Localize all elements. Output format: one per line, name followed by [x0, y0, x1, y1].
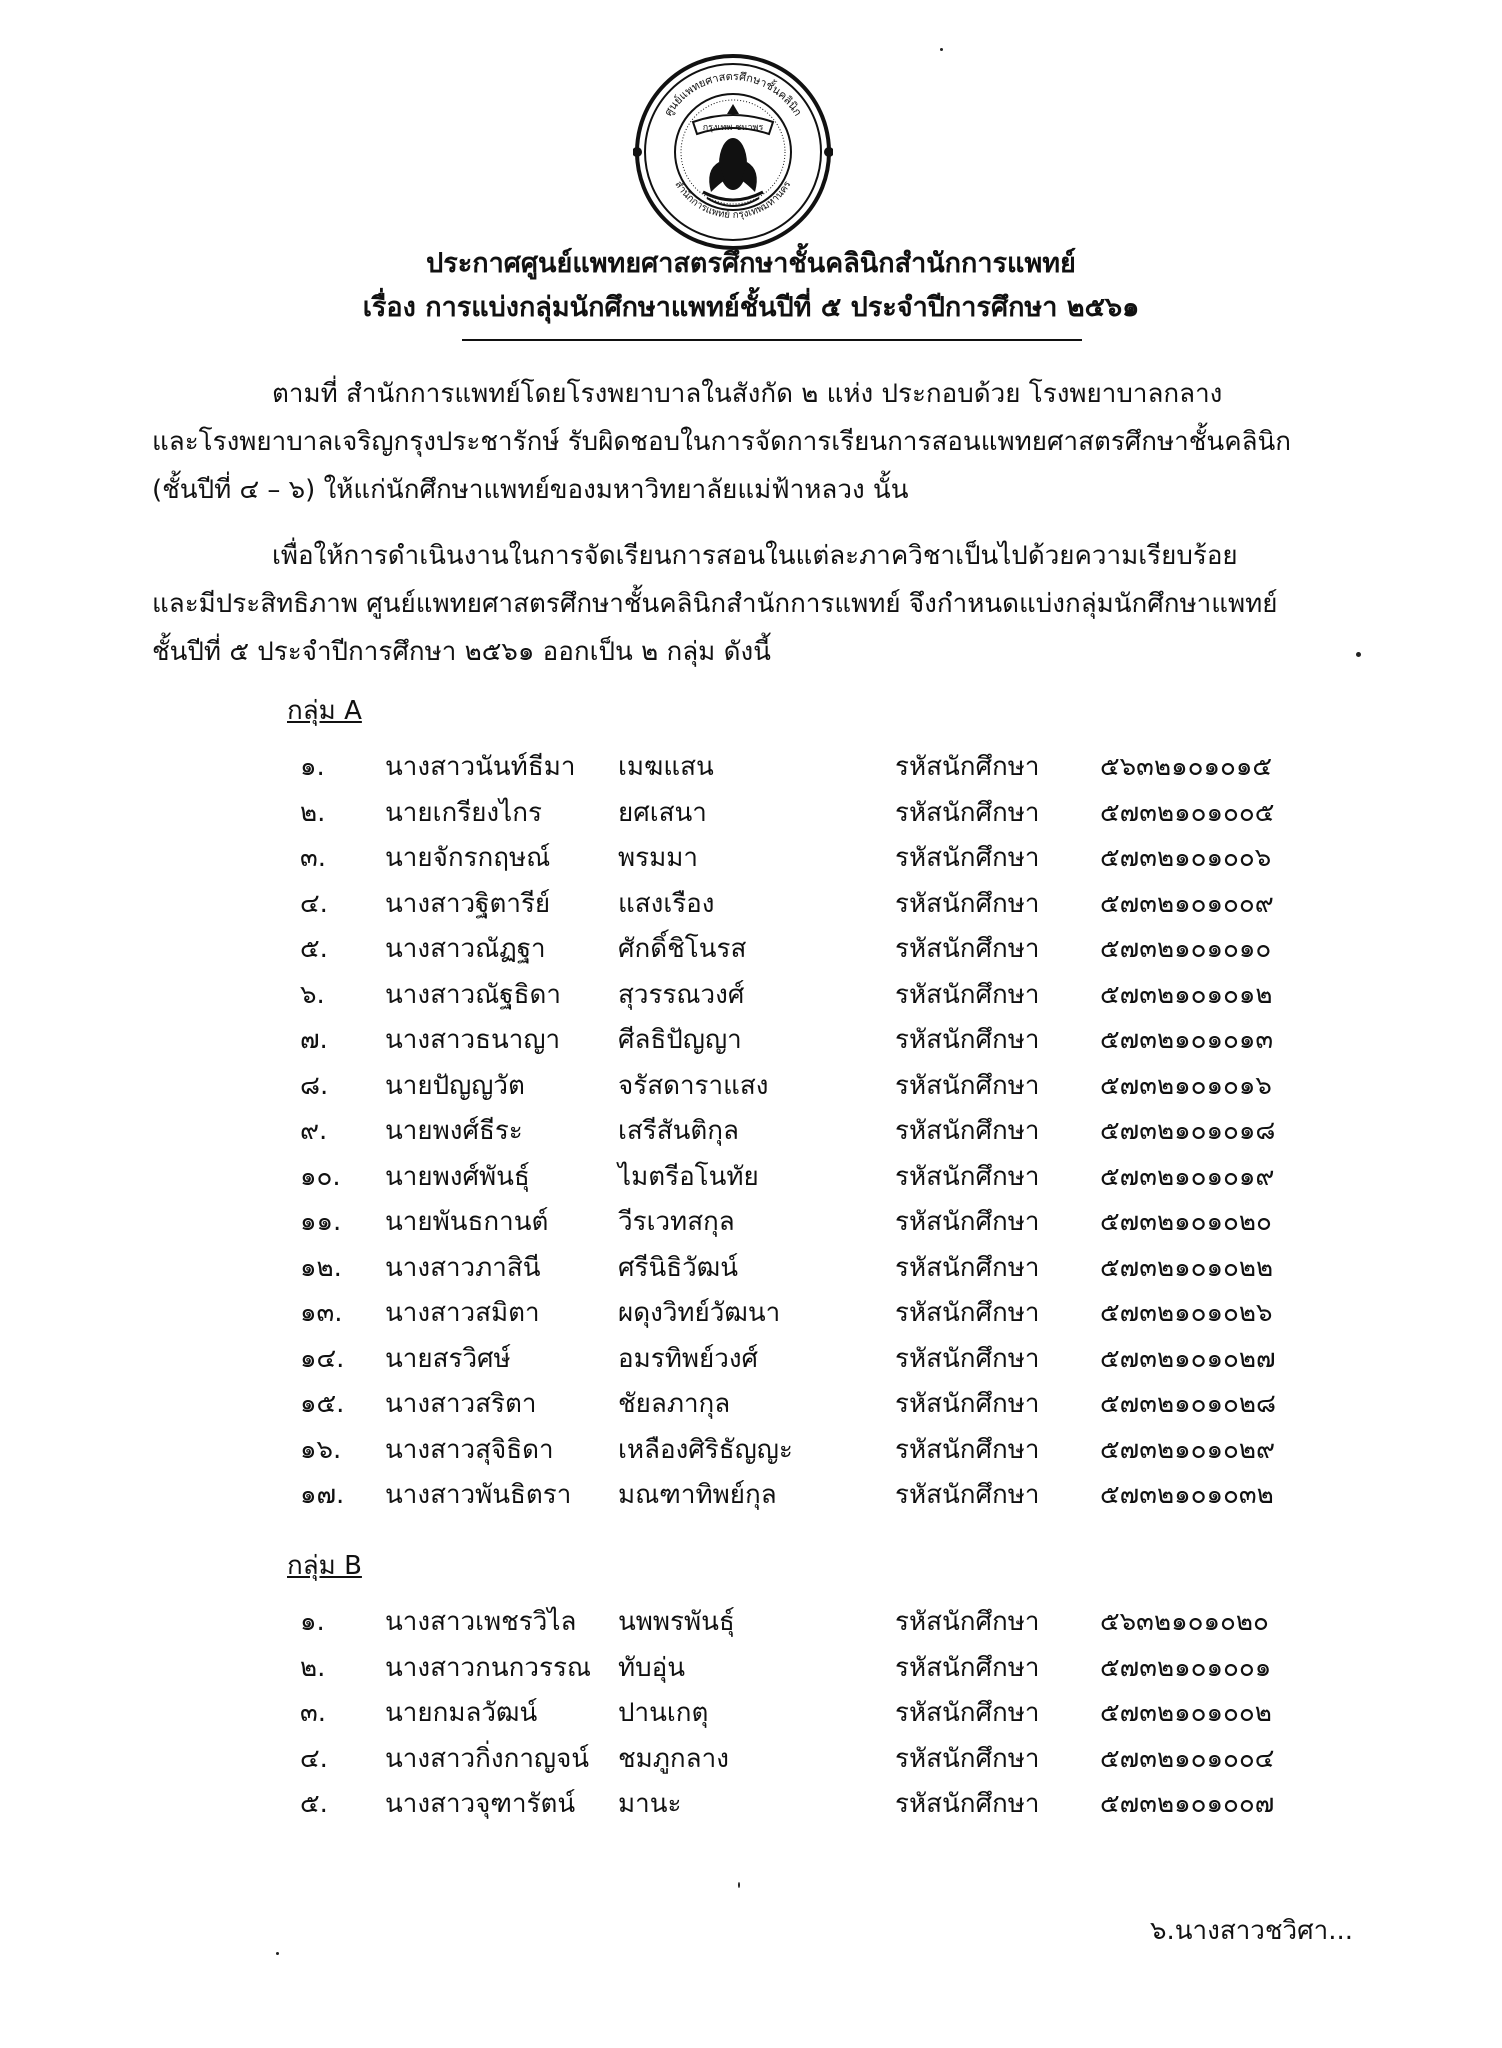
scan-speck: [738, 1882, 740, 1888]
seal-bottom-text: สำนักการแพทย์ กรุงเทพมหานคร: [672, 179, 794, 221]
student-id-label: รหัสนักศึกษา: [895, 1025, 1040, 1055]
student-surname: สุวรรณวงศ์: [618, 979, 745, 1010]
student-id: ๕๗๓๒๑๐๑๐๑๓: [1100, 1025, 1274, 1055]
student-surname: พรมมา: [618, 843, 698, 873]
student-id-label: รหัสนักศึกษา: [895, 797, 1040, 828]
student-id: ๕๗๓๒๑๐๑๐๒๙: [1100, 1434, 1276, 1465]
paragraph-line: เพื่อให้การดำเนินงานในการจัดเรียนการสอนในแต่ละภาควิชาเป็นไปด้วยความเรียบร้อย: [272, 541, 1238, 571]
student-id-label: รหัสนักศึกษา: [895, 1434, 1040, 1465]
student-id: ๕๖๓๒๑๐๑๐๒๐: [1100, 1607, 1269, 1637]
student-id: ๕๗๓๒๑๐๑๐๑๒: [1100, 979, 1273, 1010]
student-number: ๑๖.: [300, 1434, 342, 1465]
student-given-name: นางสาวสุจิธิดา: [385, 1434, 554, 1465]
student-number: ๕.: [300, 934, 328, 964]
student-surname: มานะ: [618, 1789, 682, 1819]
student-surname: แสงเรือง: [618, 888, 715, 919]
scan-speck: [1356, 652, 1361, 657]
student-row: [300, 1200, 1360, 1246]
group-b-roster: [300, 1600, 1360, 1828]
student-id-label: รหัสนักศึกษา: [895, 1298, 1040, 1328]
intro-paragraph: [152, 370, 1354, 514]
student-id: ๕๗๓๒๑๐๑๐๑๘: [1100, 1116, 1276, 1146]
student-number: ๔.: [300, 1743, 328, 1774]
student-number: ๑.: [300, 752, 325, 782]
student-id: ๕๗๓๒๑๐๑๐๒๖: [1100, 1298, 1273, 1328]
student-id-label: รหัสนักศึกษา: [895, 1070, 1040, 1101]
institution-seal: [633, 52, 833, 252]
student-id: ๕๗๓๒๑๐๑๐๐๖: [1100, 843, 1272, 873]
student-surname: ชัยลภากุล: [618, 1389, 731, 1419]
announcement-title: [0, 242, 1502, 330]
student-number: ๓.: [300, 1698, 327, 1728]
student-row: [300, 1782, 1360, 1828]
student-id-label: รหัสนักศึกษา: [895, 1652, 1040, 1683]
student-number: ๖.: [300, 979, 325, 1010]
student-id: ๕๗๓๒๑๐๑๐๐๒: [1100, 1698, 1272, 1728]
student-given-name: นางสาวภาสินี: [385, 1252, 541, 1283]
paragraph-line: (ชั้นปีที่ ๔ – ๖) ให้แก่นักศึกษาแพทย์ของมหาวิทยาลัยแม่ฟ้าหลวง นั้น: [152, 475, 909, 505]
student-row: [300, 1473, 1360, 1519]
title-line-2: เรื่อง การแบ่งกลุ่มนักศึกษาแพทย์ชั้นปีที่ ๕ ประจำปีการศึกษา ๒๕๖๑: [362, 292, 1140, 323]
student-id-label: รหัสนักศึกษา: [895, 888, 1040, 919]
student-row: [300, 1155, 1360, 1201]
student-row: [300, 882, 1360, 928]
student-surname: ศักดิ์ชิโนรส: [618, 934, 747, 964]
student-surname: อมรทิพย์วงศ์: [618, 1343, 759, 1374]
student-given-name: นายเกรียงไกร: [385, 797, 542, 828]
student-id: ๕๗๓๒๑๐๑๐๑๙: [1100, 1161, 1275, 1192]
student-row: [300, 1428, 1360, 1474]
student-surname: ชมภูกลาง: [618, 1743, 729, 1774]
student-number: ๘.: [300, 1070, 329, 1101]
student-number: ๕.: [300, 1789, 328, 1819]
student-given-name: นายจักรกฤษณ์: [385, 843, 551, 873]
student-row: [300, 1600, 1360, 1646]
seal-top-text: ศูนย์แพทยศาสตรศึกษาชั้นคลินิก: [661, 69, 805, 119]
seal-banner-text: กรุงเทพ ชนาพร: [702, 123, 764, 133]
student-row: [300, 1382, 1360, 1428]
student-given-name: นางสาวจุฑารัตน์: [385, 1789, 576, 1819]
student-id-label: รหัสนักศึกษา: [895, 1343, 1040, 1374]
student-number: ๓.: [300, 843, 327, 873]
student-surname: นพพรพันธุ์: [618, 1607, 735, 1637]
student-id-label: รหัสนักศึกษา: [895, 979, 1040, 1010]
group-a-roster: [300, 745, 1360, 1519]
student-id: ๕๗๓๒๑๐๑๐๐๕: [1100, 797, 1275, 828]
student-surname: เสรีสันติกุล: [618, 1116, 739, 1146]
student-given-name: นางสาวสมิตา: [385, 1298, 540, 1328]
student-number: ๑๓.: [300, 1298, 343, 1328]
student-id-label: รหัสนักศึกษา: [895, 1207, 1040, 1237]
student-id-label: รหัสนักศึกษา: [895, 1161, 1040, 1192]
student-id-label: รหัสนักศึกษา: [895, 1480, 1040, 1510]
student-id: ๕๗๓๒๑๐๑๐๓๒: [1100, 1480, 1274, 1510]
student-id-label: รหัสนักศึกษา: [895, 1116, 1040, 1146]
student-row: [300, 791, 1360, 837]
student-number: ๑.: [300, 1607, 325, 1637]
student-number: ๑๒.: [300, 1252, 342, 1283]
paragraph-line: ชั้นปีที่ ๕ ประจำปีการศึกษา ๒๕๖๑ ออกเป็น ๒ กลุ่ม ดังนี้: [152, 637, 771, 667]
title-divider: [462, 339, 1082, 341]
student-row: [300, 1064, 1360, 1110]
student-surname: ทับอุ่น: [618, 1652, 686, 1683]
student-row: [300, 1109, 1360, 1155]
student-row: [300, 1691, 1360, 1737]
student-given-name: นายกมลวัฒน์: [385, 1698, 538, 1728]
scan-speck: [276, 1952, 279, 1955]
student-id-label: รหัสนักศึกษา: [895, 752, 1040, 782]
student-row: [300, 1291, 1360, 1337]
student-id: ๕๗๓๒๑๐๑๐๒๗: [1100, 1343, 1276, 1374]
student-given-name: นางสาวธนาญา: [385, 1025, 561, 1055]
student-given-name: นางสาวเพชรวิไล: [385, 1607, 577, 1637]
continuation-note: ๖.นางสาวชวิศา...: [1150, 1916, 1354, 1946]
student-id: ๕๗๓๒๑๐๑๐๐๗: [1100, 1789, 1275, 1819]
paragraph-line: ตามที่ สำนักการแพทย์โดยโรงพยาบาลในสังกัด ๒ แห่ง ประกอบด้วย โรงพยาบาลกลาง: [272, 379, 1223, 409]
student-surname: มณฑาทิพย์กุล: [618, 1480, 777, 1510]
student-id: ๕๗๓๒๑๐๑๐๒๐: [1100, 1207, 1272, 1237]
student-id: ๕๗๓๒๑๐๑๐๐๑: [1100, 1652, 1272, 1683]
student-number: ๑๕.: [300, 1389, 345, 1419]
scan-speck: [940, 48, 943, 51]
student-surname: เมฆแสน: [618, 752, 714, 782]
student-id: ๕๖๓๒๑๐๑๐๑๕: [1100, 752, 1273, 782]
student-given-name: นายปัญญวัต: [385, 1070, 525, 1101]
student-given-name: นางสาวพันธิตรา: [385, 1480, 572, 1510]
student-number: ๑๔.: [300, 1343, 345, 1374]
student-id: ๕๗๓๒๑๐๑๐๒๒: [1100, 1252, 1274, 1283]
student-surname: ไมตรีอโนทัย: [618, 1161, 759, 1192]
student-given-name: นายพงศ์ธีระ: [385, 1116, 523, 1146]
student-given-name: นายพงศ์พันธุ์: [385, 1161, 530, 1192]
student-id-label: รหัสนักศึกษา: [895, 843, 1040, 873]
student-id: ๕๗๓๒๑๐๑๐๒๘: [1100, 1389, 1277, 1419]
purpose-paragraph: [152, 532, 1354, 676]
paragraph-line: และมีประสิทธิภาพ ศูนย์แพทยศาสตรศึกษาชั้นคลินิกสำนักการแพทย์ จึงกำหนดแบ่งกลุ่มนักศึกษาแพทย์: [152, 589, 1278, 619]
student-id: ๕๗๓๒๑๐๑๐๑๖: [1100, 1070, 1272, 1101]
student-id-label: รหัสนักศึกษา: [895, 934, 1040, 964]
student-row: [300, 1646, 1360, 1692]
student-id-label: รหัสนักศึกษา: [895, 1743, 1040, 1774]
student-number: ๑๐.: [300, 1161, 341, 1192]
student-given-name: นางสาวกิ่งกาญจน์: [385, 1743, 590, 1774]
title-line-1: ประกาศศูนย์แพทยศาสตรศึกษาชั้นคลินิกสำนักการแพทย์: [426, 248, 1076, 279]
student-given-name: นายพันธกานต์: [385, 1207, 549, 1237]
student-id-label: รหัสนักศึกษา: [895, 1607, 1040, 1637]
student-id-label: รหัสนักศึกษา: [895, 1789, 1040, 1819]
student-row: [300, 1246, 1360, 1292]
student-id-label: รหัสนักศึกษา: [895, 1389, 1040, 1419]
student-id: ๕๗๓๒๑๐๑๐๑๐: [1100, 934, 1272, 964]
student-given-name: นางสาวนันท์ธีมา: [385, 752, 576, 782]
student-surname: ศีลธิปัญญา: [618, 1025, 742, 1055]
student-surname: จรัสดาราแสง: [618, 1070, 769, 1101]
student-id: ๕๗๓๒๑๐๑๐๐๙: [1100, 888, 1274, 919]
student-id: ๕๗๓๒๑๐๑๐๐๔: [1100, 1743, 1275, 1774]
paragraph-line: และโรงพยาบาลเจริญกรุงประชารักษ์ รับผิดชอบในการจัดการเรียนการสอนแพทยศาสตรศึกษาชั้นคลินิก: [152, 427, 1292, 457]
student-surname: ปานเกตุ: [618, 1698, 709, 1728]
student-number: ๗.: [300, 1025, 328, 1055]
student-row: [300, 1737, 1360, 1783]
group-a-heading: กลุ่ม A: [287, 696, 362, 726]
student-number: ๙.: [300, 1116, 328, 1146]
student-row: [300, 1337, 1360, 1383]
student-number: ๔.: [300, 888, 328, 919]
student-number: ๒.: [300, 797, 326, 828]
student-surname: เหลืองศิริธัญญะ: [618, 1434, 793, 1465]
student-number: ๑๑.: [300, 1207, 342, 1237]
student-surname: วีรเวทสกุล: [618, 1207, 735, 1237]
student-given-name: นางสาวสริตา: [385, 1389, 537, 1419]
student-number: ๒.: [300, 1652, 326, 1683]
student-row: [300, 1018, 1360, 1064]
student-given-name: นางสาวฐิตารีย์: [385, 888, 551, 919]
student-id-label: รหัสนักศึกษา: [895, 1698, 1040, 1728]
student-row: [300, 927, 1360, 973]
student-given-name: นางสาวณัฐธิดา: [385, 979, 561, 1010]
student-given-name: นางสาวกนกวรรณ: [385, 1652, 592, 1683]
student-surname: ยศเสนา: [618, 797, 707, 828]
seal-emblem-icon: [633, 52, 833, 252]
student-surname: ผดุงวิทย์วัฒนา: [618, 1298, 781, 1328]
group-b-heading: กลุ่ม B: [287, 1551, 362, 1581]
student-given-name: นายสรวิศษ์: [385, 1343, 511, 1374]
student-number: ๑๗.: [300, 1480, 345, 1510]
student-row: [300, 973, 1360, 1019]
student-surname: ศรีนิธิวัฒน์: [618, 1252, 738, 1283]
student-row: [300, 745, 1360, 791]
student-given-name: นางสาวณัฏฐา: [385, 934, 546, 964]
student-row: [300, 836, 1360, 882]
student-id-label: รหัสนักศึกษา: [895, 1252, 1040, 1283]
